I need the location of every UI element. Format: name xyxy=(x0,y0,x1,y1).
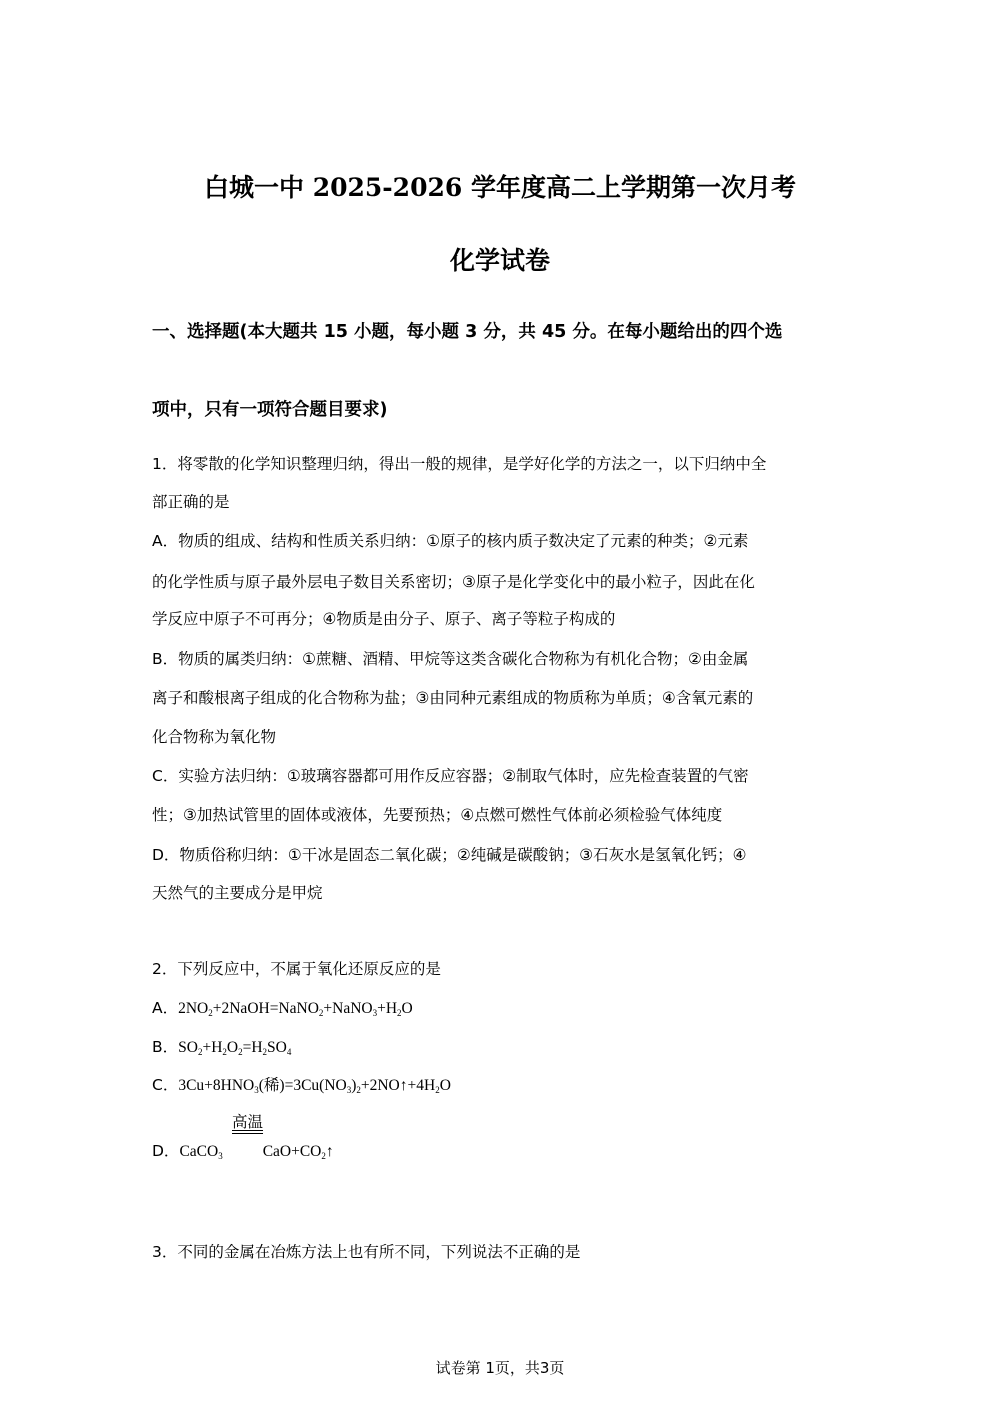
question-1-option-a-line1: A．物质的组成、结构和性质关系归纳：①原子的核内质子数决定了元素的种类；②元素 xyxy=(152,532,749,550)
question-1-option-b-line1: B．物质的属类归纳：①蔗糖、酒精、甲烷等这类含碳化合物称为有机化合物；②由金属 xyxy=(152,650,749,668)
page-footer: 试卷第 1页，共3页 xyxy=(435,1359,565,1377)
question-2-stem: 2．下列反应中，不属于氧化还原反应的是 xyxy=(152,960,441,978)
question-1-option-d-line2: 天然气的主要成分是甲烷 xyxy=(152,884,323,902)
question-1-option-c-line1: C．实验方法归纳：①玻璃容器都可用作反应容器；②制取气体时，应先检查装置的气密 xyxy=(152,767,749,785)
question-2-option-c xyxy=(152,1073,451,1095)
section-heading-line2: 项中，只有一项符合题目要求) xyxy=(152,400,388,420)
question-1-option-a-line2: 的化学性质与原子最外层电子数目关系密切；③原子是化学变化中的最小粒子，因此在化 xyxy=(152,573,755,591)
exam-title: 白城一中 2025-2026 学年度高二上学期第一次月考 xyxy=(204,173,796,202)
question-1-option-b-line3: 化合物称为氧化物 xyxy=(152,728,277,746)
reaction-condition-high-temp: 高温 xyxy=(232,1113,264,1131)
equation-d-reactant: CaCO$_3$ xyxy=(179,1143,223,1161)
equation-b: $SO_2+H_2O_2=H_2SO_4$ xyxy=(178,1039,292,1057)
question-1-stem-line2: 部正确的是 xyxy=(152,493,230,511)
equation-d-product: $CaO+CO_2↑$ xyxy=(262,1143,334,1161)
question-3-stem: 3．不同的金属在冶炼方法上也有所不同，下列说法不正确的是 xyxy=(152,1243,581,1261)
option-label: D． xyxy=(152,1142,180,1160)
question-2-option-a xyxy=(152,996,413,1018)
option-label: C． xyxy=(152,1076,179,1094)
exam-subtitle: 化学试卷 xyxy=(449,246,550,275)
question-2-option-d xyxy=(152,1139,334,1161)
equation-a: $2NO_2+2NaOH=NaNO_2+NaNO_3+H_2O$ xyxy=(178,1000,413,1018)
question-2-option-b xyxy=(152,1035,291,1057)
question-1-option-a-line3: 学反应中原子不可再分；④物质是由分子、原子、离子等粒子构成的 xyxy=(152,610,616,628)
equation-c: $3Cu+8HNO_3$(稀)$=3Cu(NO_3)_2+2NO↑+4H_2O$ xyxy=(178,1077,451,1095)
question-1-option-c-line2: 性；③加热试管里的固体或液体，先要预热；④点燃可燃性气体前必须检验气体纯度 xyxy=(152,806,723,824)
question-1-option-d-line1: D．物质俗称归纳：①干冰是固态二氧化碳；②纯碱是碳酸钠；③石灰水是氢氧化钙；④ xyxy=(152,846,747,864)
option-label: A． xyxy=(152,999,179,1017)
section-heading-line1: 一、选择题(本大题共 15 小题，每小题 3 分，共 45 分。在每小题给出的四个选 xyxy=(152,322,783,342)
question-1-option-b-line2: 离子和酸根离子组成的化合物称为盐；③由同种元素组成的物质称为单质；④含氧元素的 xyxy=(152,689,754,707)
question-1-stem-line1: 1．将零散的化学知识整理归纳，得出一般的规律，是学好化学的方法之一，以下归纳中全 xyxy=(152,455,767,473)
option-label: B． xyxy=(152,1038,179,1056)
